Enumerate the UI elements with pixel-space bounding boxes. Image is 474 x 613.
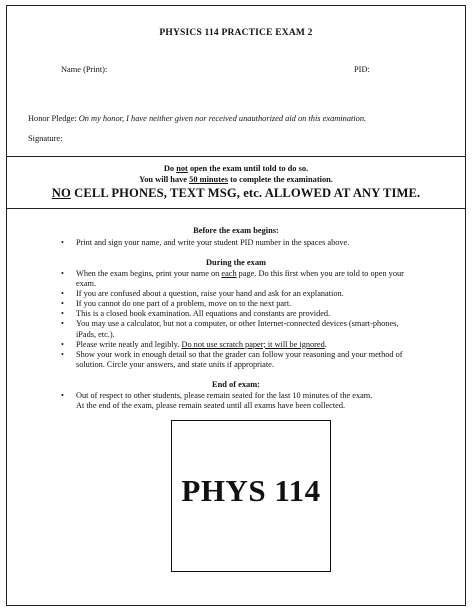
course-box [171, 420, 331, 572]
end-heading: End of exam: [212, 380, 260, 389]
end-list [61, 391, 426, 411]
list-item: • If you cannot do one part of a problem, move on to the next part. [61, 299, 426, 309]
during-heading: During the exam [205, 258, 266, 267]
list-item: • You may use a calculator, but not a computer, or other Internet-connected devices (smart-phones, iPads, etc.). [61, 319, 426, 339]
honor-pledge [28, 114, 366, 123]
list-item: • When the exam begins, print your name on each page. Do this first when you are told to open your exam. [61, 269, 426, 289]
notice-line-3: NO CELL PHONES, TEXT MSG, etc. ALLOWED AT ANY TIME. [51, 186, 421, 200]
page-title: PHYSICS 114 PRACTICE EXAM 2 [159, 28, 313, 38]
list-item: • Print and sign your name, and write your student PID number in the spaces above. [61, 238, 426, 248]
before-list [61, 238, 426, 248]
list-item: • Show your work in enough detail so that the grader can follow your reasoning and your method of solution. Circle your answers, and state units if appropriate. [61, 350, 426, 370]
notice-line-2: You will have 50 minutes to complete the examination. [139, 175, 333, 184]
divider-bottom [7, 208, 465, 209]
name-label: Name (Print): [61, 65, 108, 74]
list-item: • Out of respect to other students, please remain seated for the last 10 minutes of the exam. At the end of the exam, please remain seated until all exams have been collected. [61, 391, 426, 411]
list-item: • If you are confused about a question, raise your hand and ask for an explanation. [61, 289, 426, 299]
signature-label: Signature: [28, 134, 63, 143]
during-list [61, 269, 426, 370]
list-item: • This is a closed book examination. All equations and constants are provided. [61, 309, 426, 319]
list-item: • Please write neatly and legibly. Do not use scratch paper; it will be ignored. [61, 340, 426, 350]
exam-page [6, 5, 466, 606]
notice-line-1: Do not open the exam until told to do so. [163, 164, 309, 173]
course-box-label: PHYS 114 [181, 473, 321, 508]
divider-top [7, 156, 465, 157]
pledge-label: Honor Pledge: [28, 114, 77, 123]
before-heading: Before the exam begins: [193, 226, 279, 235]
pledge-text: On my honor, I have neither given nor received unauthorized aid on this examination. [78, 114, 367, 123]
pid-label: PID: [354, 65, 370, 74]
